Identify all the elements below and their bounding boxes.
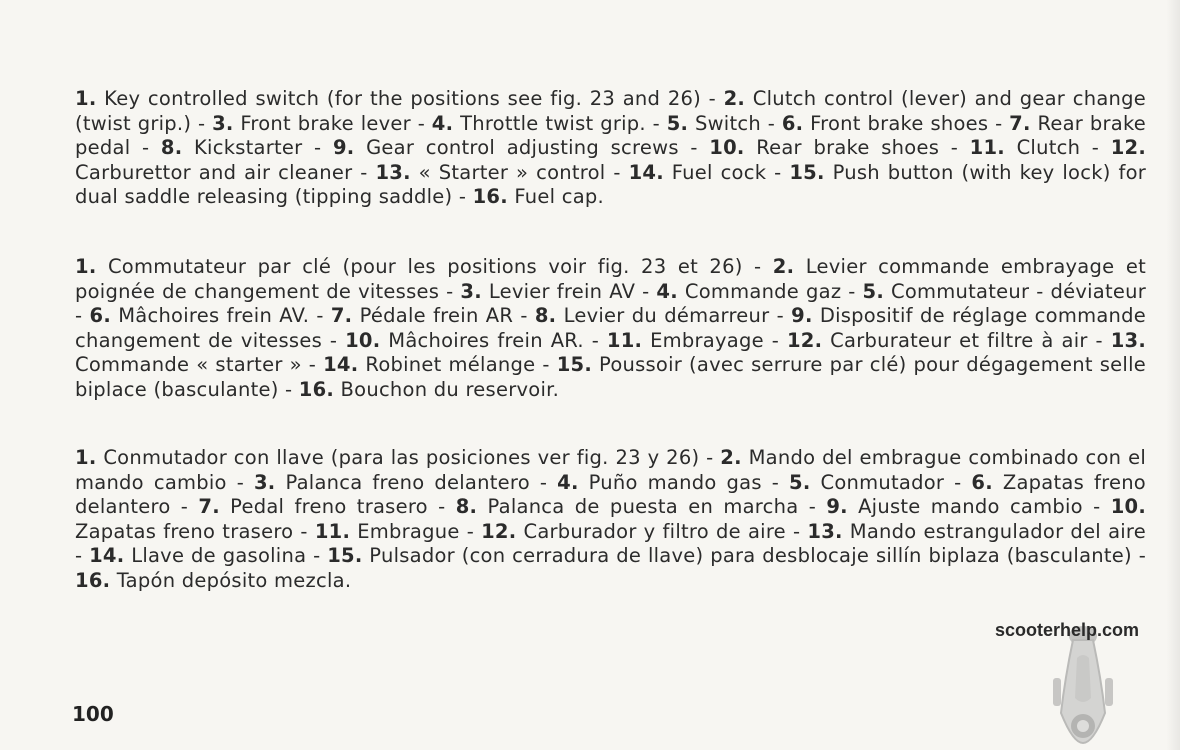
legend-item-text: Commutateur par clé (pour les positions voir fig. 23 et 26) — [107, 255, 743, 278]
legend-item-number: 3. — [460, 279, 482, 303]
legend-item — [75, 87, 701, 110]
legend-item — [75, 446, 699, 469]
legend-item — [473, 185, 604, 208]
legend-item — [826, 495, 1083, 518]
legend-item-number: 6. — [89, 304, 111, 328]
legend-item-number: 13. — [1110, 328, 1146, 352]
legend-item-text: Mâchoires frein AR. — [388, 328, 584, 352]
legend-item-text: Fuel cap. — [514, 185, 604, 209]
legend-item — [333, 136, 679, 159]
legend-item-text: Rear brake shoes — [756, 136, 940, 160]
legend-item — [323, 353, 535, 376]
legend-item — [807, 520, 1146, 543]
legend-item-number: 16. — [75, 568, 111, 592]
legend-item — [89, 544, 306, 567]
legend-item-number: 16. — [472, 185, 508, 209]
legend-item — [782, 112, 988, 135]
legend-item-text: Levier frein AV — [488, 279, 636, 303]
legend-item-number: 8. — [160, 136, 183, 160]
legend-item-number: 10. — [709, 136, 745, 160]
legend-item-text: Push button (with key lock) for dual saddle releasing (tipping saddle) — [75, 160, 1147, 209]
legend-item — [863, 280, 1146, 303]
legend-item-number: 14. — [89, 544, 125, 568]
legend-item-number: 4. — [656, 279, 678, 303]
legend-item — [460, 280, 635, 303]
legend-item-text: Switch — [694, 111, 761, 135]
legend-item-number: 1. — [75, 255, 97, 278]
legend-item-number: 2. — [720, 446, 742, 469]
legend-item-text: Commande gaz — [684, 279, 842, 303]
legend-item-number: 16. — [298, 377, 335, 401]
legend-item-text: Zapatas freno delantero — [75, 470, 1146, 519]
legend-item-text: Commutateur - déviateur — [891, 279, 1147, 303]
legend-item-text: Pedal freno trasero — [230, 495, 428, 519]
legend-item-number: 7. — [330, 304, 353, 328]
legend-item — [90, 304, 310, 327]
legend-item-text: Clutch control (lever) and gear change (twist grip.) — [75, 87, 1147, 135]
legend-item-text: Rear brake pedal — [75, 111, 1147, 160]
legend-item — [789, 471, 944, 494]
legend-item — [75, 569, 351, 592]
legend-item-text: Front brake lever — [240, 111, 411, 135]
legend-item-number: 11. — [969, 136, 1005, 160]
legend-item-number: 2. — [772, 255, 795, 278]
legend-item-number: 5. — [666, 111, 689, 135]
legend-item-text: Robinet mélange — [365, 353, 536, 377]
legend-item — [299, 378, 559, 401]
legend-item — [970, 136, 1081, 159]
legend-item — [161, 136, 303, 159]
legend-item-number: 1. — [75, 87, 97, 110]
legend-item-text: Mâchoires frein AV. — [118, 304, 310, 328]
legend-item — [212, 112, 411, 135]
legend-item-number: 8. — [534, 304, 557, 328]
legend-item — [629, 161, 767, 184]
watermark-text: scooterhelp.com — [995, 620, 1140, 640]
legend-item-text: Kickstarter — [194, 136, 303, 160]
legend-item — [481, 520, 786, 543]
legend-item-number: 7. — [1009, 111, 1031, 135]
legend-item — [787, 329, 1088, 352]
legend-item-text: Front brake shoes — [810, 111, 989, 135]
legend-item-number: 11. — [606, 328, 643, 352]
legend-item-number: 10. — [1110, 495, 1147, 519]
legend-item-number: 14. — [628, 160, 664, 184]
legend-item — [656, 280, 841, 303]
legend-item-number: 7. — [198, 495, 220, 519]
legend-item-text: Levier commande embrayage et poignée de changement de vitesses — [75, 255, 1146, 303]
legend-item-number: 4. — [431, 111, 454, 135]
legend-item-text: Palanca freno delantero — [285, 470, 530, 494]
legend-item — [345, 329, 584, 352]
legend-item — [75, 255, 743, 278]
legend-item-number: 11. — [314, 519, 351, 543]
legend-item — [667, 112, 761, 135]
legend-item-number: 6. — [781, 111, 804, 135]
legend-item-number: 15. — [789, 160, 825, 184]
legend-item — [327, 544, 1132, 567]
legend-item-number: 9. — [791, 304, 813, 328]
legend-item-text: Llave de gasolina — [131, 544, 307, 568]
legend-item-text: Ajuste mando cambio — [858, 495, 1083, 519]
legend-item-number: 9. — [826, 495, 848, 519]
legend-item-text: Pédale frein AR — [359, 304, 514, 328]
legend-item-text: Commande « starter » — [75, 353, 302, 377]
legend-item-text: Throttle twist grip. — [460, 111, 646, 135]
legend-item-number: 10. — [345, 328, 381, 352]
legend-item — [432, 112, 646, 135]
legend-item-text: Carburador y filtro de aire — [523, 519, 786, 543]
legend-item-number: 3. — [253, 470, 276, 494]
legend-french: 1. Commutateur par clé (pour les positions voir fig. 23 et 26) - 2. Levier commande embrayage et poignée de changement de vitesses - 3. Levier frein AV - 4. Commande gaz - 5. Commutateur - déviateur - 6. Mâchoires frein AV. - 7. Pédale frein AR - 8. Levier du démarreur - 9. Dispositif de réglage commande changement de vitesses - 10. Mâchoires frein AR. - 11. Embrayage - 12. Carburateur et filtre à air - 13. Commande « starter » - 14. Robinet mélange - 15. Poussoir (avec serrure par clé) pour dégagement selle biplace (basculante) - 16. Bouchon du reservoir. — [75, 255, 1147, 401]
legend-item-text: Poussoir (avec serrure par clé) pour dégagement selle biplace (basculante) — [75, 353, 1147, 401]
page-number: 100 — [72, 702, 114, 726]
legend-item-text: Clutch — [1016, 136, 1081, 160]
legend-item-number: 6. — [971, 470, 993, 494]
legend-item-number: 5. — [789, 470, 811, 494]
legend-item-number: 13. — [807, 519, 843, 543]
legend-item — [254, 471, 530, 494]
legend-item-text: Tapón depósito mezcla. — [116, 568, 352, 592]
legend-item — [331, 304, 513, 327]
legend-item-text: Fuel cock — [671, 160, 767, 184]
legend-item-text: Embrayage — [650, 328, 764, 352]
legend-item-text: Mando del embrague combinado con el mando cambio — [75, 446, 1146, 494]
legend-item — [375, 161, 605, 184]
legend-item — [535, 304, 770, 327]
legend-item-text: Carburettor and air cleaner — [75, 160, 353, 184]
legend-item-text: Levier du démarreur — [563, 304, 770, 328]
legend-spanish: 1. Conmutador con llave (para las posiciones ver fig. 23 y 26) - 2. Mando del embrague combinado con el mando cambio - 3. Palanca freno delantero - 4. Puño mando gas - 5. Conmutador - 6. Zapatas freno delantero - 7. Pedal freno trasero - 8. Palanca de puesta en marcha - 9. Ajuste mando cambio - 10. Zapatas freno trasero - 11. Embrague - 12. Carburador y filtro de aire - 13. Mando estrangulador del aire - 14. Llave de gasolina - 15. Pulsador (con cerradura de llave) para desblocaje sillín biplaza (basculante) - 16. Tapón depósito mezcla. — [75, 446, 1147, 592]
legend-item-text: « Starter » control — [418, 160, 606, 184]
legend-item-number: 12. — [1110, 136, 1147, 160]
legend-item-number: 1. — [75, 446, 97, 469]
legend-item-number: 8. — [455, 495, 478, 519]
legend-item-number: 3. — [212, 111, 234, 135]
legend-item — [709, 136, 939, 159]
legend-item-text: Puño mando gas — [588, 470, 762, 494]
legend-item-text: Pulsador (con cerradura de llave) para desblocaje sillín biplaza (basculante) — [369, 544, 1132, 568]
legend-item-number: 2. — [723, 87, 746, 110]
legend-item-text: Embrague — [357, 519, 460, 543]
legend-item-number: 15. — [556, 353, 592, 377]
legend-item — [456, 495, 799, 518]
legend-item-text: Carburateur et filtre à air — [830, 328, 1088, 352]
legend-item-text: Bouchon du reservoir. — [340, 377, 560, 401]
legend-item-number: 9. — [332, 136, 355, 160]
legend-item-text: Gear control adjusting screws — [366, 136, 679, 160]
legend-item-number: 14. — [323, 353, 359, 377]
legend-item — [198, 495, 427, 518]
legend-item-text: Key controlled switch (for the positions see fig. 23 and 26) — [104, 87, 701, 110]
legend-item-text: Zapatas freno trasero — [75, 519, 294, 543]
legend-item-text: Palanca de puesta en marcha — [487, 495, 799, 519]
legend-item-number: 12. — [481, 519, 517, 543]
legend-item — [557, 471, 762, 494]
legend-item-text: Mando estrangulador del aire — [849, 519, 1147, 543]
legend-item-number: 4. — [557, 470, 579, 494]
legend-item-number: 13. — [375, 160, 411, 184]
legend-item — [315, 520, 460, 543]
legend-item-text: Dispositif de réglage commande changement de vitesses — [75, 304, 1147, 352]
legend-item-number: 12. — [786, 328, 823, 352]
legend-item-text: Conmutador con llave (para las posiciones ver fig. 23 y 26) — [103, 446, 700, 469]
legend-item-number: 5. — [862, 279, 885, 303]
legend-english: 1. Key controlled switch (for the positions see fig. 23 and 26) - 2. Clutch control (lever) and gear change (twist grip.) - 3. Front brake lever - 4. Throttle twist grip. - 5. Switch - 6. Front brake shoes - 7. Rear brake pedal - 8. Kickstarter - 9. Gear control adjusting screws - 10. Rear brake shoes - 11. Clutch - 12. Carburettor and air cleaner - 13. « Starter » control - 14. Fuel cock - 15. Push button (with key lock) for dual saddle releasing (tipping saddle) - 16. Fuel cap. — [75, 87, 1147, 209]
watermark — [995, 618, 1175, 748]
legend-item-text: Conmutador — [820, 470, 945, 494]
legend-item — [607, 329, 764, 352]
legend-item-number: 15. — [327, 544, 363, 568]
